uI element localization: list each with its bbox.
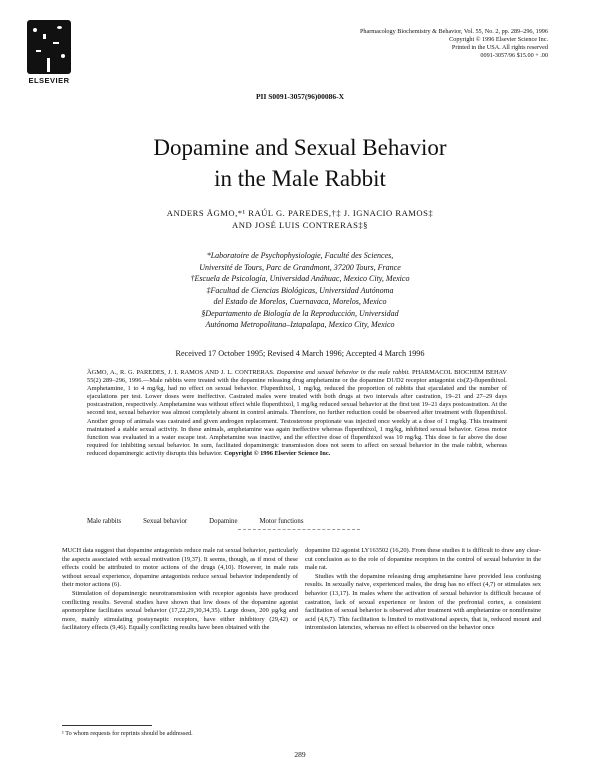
journal-info [288,28,548,60]
affiliation-line: †Escuela de Psicología, Universidad Anáhuac, Mexico City, Mexico [190,274,410,283]
right-column [305,547,541,633]
pii-identifier: PII S0091-3057(96)00086-X [255,92,345,101]
abstract-citation-title: Dopamine and sexual behavior in the male rabbit. [276,369,410,376]
elsevier-logo [27,20,71,86]
paragraph: dopamine D2 agonist LY163502 (16,20). From these studies it is difficult to draw any clear-cut conclusion as to the role of dopamine receptors in the control of sexual behavior in the male rat. [305,547,541,572]
article-title [0,132,600,194]
keyword: Sexual behavior [143,518,188,525]
affiliation-line: Université de Tours, Parc de Grandmont, 37200 Tours, France [199,262,401,272]
author-list [0,207,600,231]
paragraph: Stimulation of dopaminergic neurotransmission with receptor agonists have produced conflicting results. Several studies have shown that low doses of the dopamine agonist apomorphine facilitates sexual behavior (17,22,29,30,34,35). Large doses, 200 µg/kg and more, mainly stimulating postsynaptic receptors, have either inhibitory (29,42) or facilitatory effects (9,46). Equally conflicting results have been obtained with the [62,589,298,632]
affiliation-line: Autónoma Metropolitana–Iztapalapa, Mexico City, Mexico [205,320,395,329]
affiliation-line: *Laboratoire de Psychophysiologie, Faculté des Sciences, [206,251,394,260]
tree-logo-icon [27,20,71,74]
footnote: ¹ To whom requests for reprints should be addressed. [62,730,193,737]
abstract-citation-journal: PHARMACOL BIOCHEM BEHAV 55(2) 289–296, 1996. [87,369,507,385]
keyword: Male rabbits [87,518,122,525]
title-line: in the Male Rabbit [214,166,386,191]
affiliation-line: del Estado de Morelos, Cuernavaca, Morelos, Mexico [213,297,387,306]
paragraph: MUCH data suggest that dopamine antagonists reduce male rat sexual behavior, particularly the aspects associated with sexual motivation (19,37). It seems, though, as if most of these effects could be attributed to motor actions of the drugs (4,10). However, in male rats without sexual experience, dopamine antagonists reduce sexual behavior independently of their motor actions (6). [62,547,298,589]
footnote-divider [62,725,152,726]
issn-line: 0091-3057/96 $15.00 + .00 [480,52,548,59]
received-dates: Received 17 October 1995; Revised 4 March 1996; Accepted 4 March 1996 [175,349,425,358]
affiliation-line: §Departamento de Biología de la Reproducción, Universidad [201,308,399,318]
abstract [87,369,507,458]
title-line: Dopamine and Sexual Behavior [153,135,447,160]
author-line: ANDERS ÅGMO,*¹ RAÚL G. PAREDES,†‡ J. IGNACIO RAMOS‡ [166,208,434,218]
affiliations [0,250,600,331]
left-column [62,547,298,633]
publisher-name: ELSEVIER [28,76,70,85]
abstract-citation-authors: ÅGMO, A., R. G. PAREDES, J. I. RAMOS AND J. L. CONTRERAS. [87,369,275,376]
keyword: Dopamine [209,518,238,525]
page-number: 289 [294,750,306,759]
copyright-line: Copyright © 1996 Elsevier Science Inc. [449,36,548,43]
paragraph: Studies with the dopamine releasing drug amphetamine have provided less confusing results. In sexually naive, experienced males, the drug has no effect (4,7) or stimulates sex behavior (13,17). In males where the activation of sexual behavior is difficult because of castration, lack of sexual experience or lesion of the prefrontal cortex, a consistent facilitation of sexual behavior is observed after treatment with amphetamine or nomifensine acid (4,6,7). This facilitation is limited to motivational aspects, that is, reduced mount and intromission latencies, whereas no effect is observed on the behavior once [305,572,541,632]
keywords [87,518,507,525]
abstract-body: —Male rabbits were treated with the dopamine releasing drug amphetamine or the dopamine D1/D2 receptor antagonist cis(Z)-flupenthixol. Amphetamine, 1 to 4 mg/kg, had no effect on sexual behavior. Flupenthixol, 1 mg/kg, reduced the proportion of rabbits that ejaculated and the number of ejaculations per test. Lower doses were ineffective. Castrated males were treated with both drugs at two intervals after castration, 19–21 and 27–29 days postcastration, respectively. Amphetamine was without effect while flupenthixol, 1 mg/kg reduced sexual behavior at the first test 19–21 days postcastration. At the second test, sexual behavior was almost completely absent in control animals. Therefore, no further reduction could be observed after treatment with flupenthixol. Another group of animals was castrated and given androgen replacement. Testosterone propionate was injected once weekly at a dose of 1 mg/kg. This treatment maintained a stable sexual activity. In these animals, amphetamine was again ineffective whereas flupenthixol, 1 mg/kg, inhibited sexual behavior. Gross motor function was evaluated in a water escape test. Amphetamine was inactive, and the effective dose of flupenthixol was 10 mg/kg. This dose is far above the dose required for inhibiting sexual behavior. In sum, facilitated dopaminergic transmission does not seem to affect on sexual behavior in the male rabbit, whereas reduced dopaminergic activity disrupts this behavior. [87,377,507,457]
affiliation-line: ‡Facultad de Ciencias Biológicas, Universidad Autónoma [206,285,394,295]
printed-line: Printed in the USA. All rights reserved [451,44,548,51]
author-line: AND JOSÉ LUIS CONTRERAS‡§ [232,220,368,230]
keyword: Motor functions [259,518,304,525]
journal-citation-line: Pharmacology Biochemistry & Behavior, Vol. 55, No. 2, pp. 289–296, 1996 [359,28,548,35]
abstract-copyright: Copyright © 1996 Elsevier Science Inc. [224,449,331,457]
keyword-divider [238,529,360,530]
